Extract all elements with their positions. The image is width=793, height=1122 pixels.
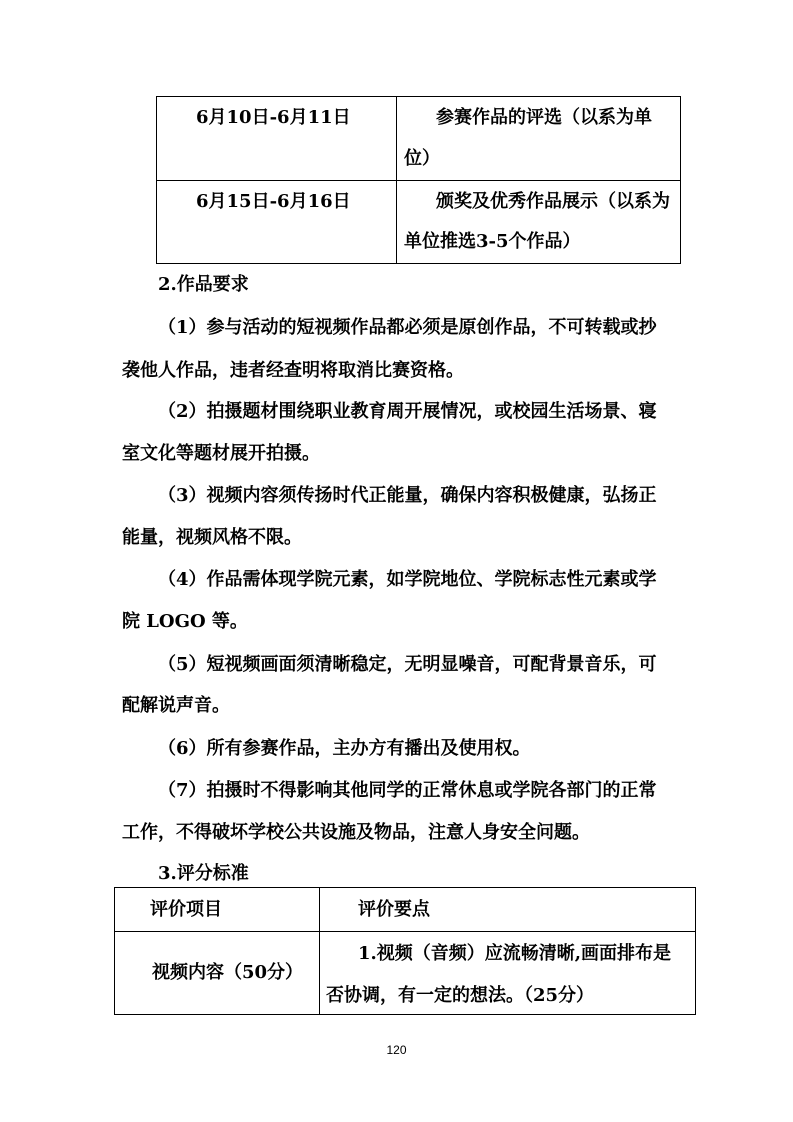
table-border: [114, 1014, 696, 1015]
requirement-item: （1）参与活动的短视频作品都必须是原创作品，不可转载或抄: [158, 317, 657, 338]
requirement-item: （4）作品需体现学院元素，如学院地位、学院标志性元素或学: [158, 569, 657, 590]
requirement-item: （5）短视频画面须清晰稳定，无明显噪音，可配背景音乐，可: [158, 654, 657, 675]
schedule-activity: 颁奖及优秀作品展示（以系为: [436, 191, 670, 212]
scoring-point: 1.视频（音频）应流畅清晰,画面排布是: [358, 943, 672, 964]
column-header: 评价项目: [150, 899, 222, 920]
requirement-item: （2）拍摄题材围绕职业教育周开展情况，或校园生活场景、寝: [158, 401, 657, 422]
table-border: [156, 263, 681, 264]
requirement-item-cont: 室文化等题材展开拍摄。: [122, 443, 320, 464]
requirement-item-cont: 能量，视频风格不限。: [122, 527, 302, 548]
table-border: [114, 931, 696, 932]
requirement-item-cont: 工作，不得破坏学校公共设施及物品，注意人身安全问题。: [122, 822, 590, 843]
requirement-item: （6）所有参赛作品，主办方有播出及使用权。: [158, 738, 531, 759]
schedule-activity: 参赛作品的评选（以系为单: [436, 107, 652, 128]
section-heading: 3.评分标准: [158, 863, 249, 884]
column-header: 评价要点: [358, 899, 430, 920]
table-border: [396, 96, 397, 263]
table-border: [114, 887, 696, 888]
scoring-point-cont: 否协调，有一定的想法。（25分）: [326, 985, 595, 1006]
requirement-item-cont: 袭他人作品，违者经查明将取消比赛资格。: [122, 360, 464, 381]
table-border: [156, 96, 681, 97]
requirement-item-cont: 院 LOGO 等。: [122, 611, 248, 632]
table-border: [319, 887, 320, 1014]
schedule-activity-cont: 位）: [404, 148, 440, 169]
table-border: [680, 96, 681, 263]
table-border: [156, 96, 157, 263]
table-border: [695, 887, 696, 1014]
requirement-item: （3）视频内容须传扬时代正能量，确保内容积极健康，弘扬正: [158, 485, 657, 506]
schedule-date: 6月15日-6月16日: [196, 191, 351, 212]
requirement-item: （7）拍摄时不得影响其他同学的正常休息或学院各部门的正常: [158, 780, 657, 801]
schedule-activity-cont: 单位推选3-5个作品）: [404, 231, 581, 252]
scoring-item: 视频内容（50分）: [152, 962, 304, 983]
section-heading: 2.作品要求: [158, 274, 249, 295]
table-border: [156, 180, 681, 181]
requirement-item-cont: 配解说声音。: [122, 695, 230, 716]
page-number: 120: [386, 1043, 407, 1057]
schedule-date: 6月10日-6月11日: [196, 107, 351, 128]
table-border: [114, 887, 115, 1014]
